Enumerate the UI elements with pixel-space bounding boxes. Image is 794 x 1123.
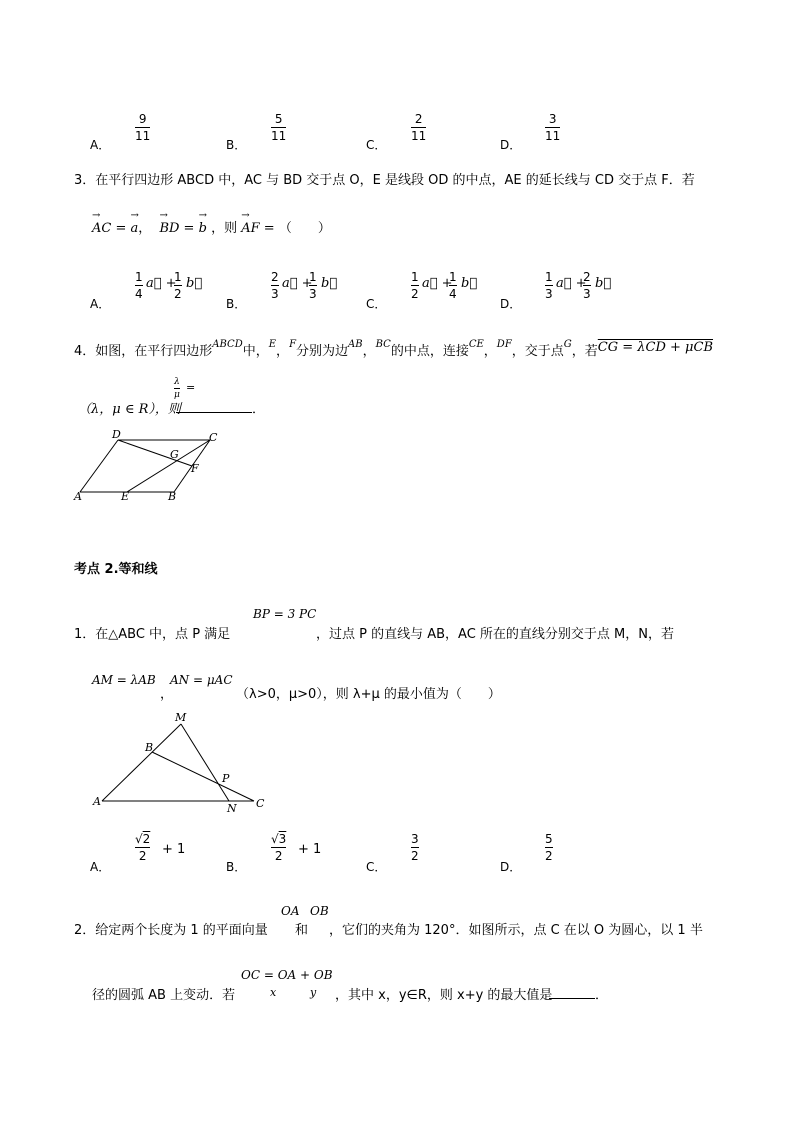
denominator: 3 <box>271 287 279 301</box>
q3-option-d-label: D． <box>500 297 522 311</box>
fraction <box>411 270 419 301</box>
text: ， <box>362 344 376 359</box>
q4-prefix: 4．如图，在平行四边形 <box>74 344 213 359</box>
text: 的中点，连接 <box>390 344 469 359</box>
fig-label-c: C <box>209 431 218 444</box>
section-heading: 考点 2.等和线 <box>74 562 158 577</box>
point-f: F <box>289 339 297 350</box>
text: ，若 <box>571 344 598 359</box>
numerator: 2 <box>271 270 279 284</box>
p1-option-d-label: D． <box>500 860 522 874</box>
fig-label-e: E <box>121 490 130 503</box>
fig-label-g: G <box>170 448 179 461</box>
numerator: 1 <box>309 270 317 284</box>
q3-option-c-label: C． <box>366 297 387 311</box>
text: ， <box>483 344 497 359</box>
p1-option-a-label: A． <box>90 860 111 874</box>
numerator: 9 <box>138 112 147 126</box>
p2-vector-ob: OB <box>310 904 329 918</box>
p1-option-b-suffix: + 1 <box>298 842 322 857</box>
fig-label-f: F <box>191 462 199 475</box>
vector-b: → b <box>199 221 207 236</box>
line-mn <box>181 724 229 801</box>
text: ，交于点 <box>511 344 564 359</box>
p2-answer-blank <box>549 986 595 999</box>
q2-option-c-fraction <box>411 112 426 143</box>
text: ， <box>276 344 290 359</box>
q4-equation: CG = λCD + μCB <box>597 340 714 355</box>
p2-stem-c: 径的圆弧 AB 上变动．若 <box>92 988 236 1003</box>
p1-am-equation: AM = λAB <box>92 673 156 687</box>
q2-option-b-label: B． <box>226 138 247 152</box>
denominator: 4 <box>449 287 457 301</box>
point-g: G <box>563 339 572 350</box>
sqrt-term: √3 <box>271 832 287 846</box>
q4-parallelogram-figure <box>70 428 230 504</box>
p1-an-equation: AN = μAC <box>170 673 233 687</box>
fraction <box>583 270 591 301</box>
numerator: 3 <box>548 112 557 126</box>
q4-eq: = <box>186 381 196 394</box>
q3-stem: 3．在平行四边形 ABCD 中，AC 与 BD 交于点 O，E 是线段 OD 的中点，AE 的延长线与 CD 交于点 F．若 <box>74 173 695 188</box>
denominator: μ <box>174 390 180 400</box>
q4-answer-blank <box>176 400 252 413</box>
vector-ac: → AC <box>92 221 111 236</box>
numerator: 2 <box>414 112 423 126</box>
numerator: 5 <box>545 832 553 846</box>
denominator: 3 <box>545 287 553 301</box>
vector-af: → AF <box>241 221 259 236</box>
denominator: 3 <box>309 287 317 301</box>
denominator: 11 <box>411 129 427 143</box>
numerator: 1 <box>411 270 419 284</box>
fig-label-c: C <box>256 797 265 810</box>
vector-a-term: a⃗ + <box>422 276 453 291</box>
fig-label-a: A <box>93 795 101 808</box>
vector-b-term: b⃗ <box>186 276 203 291</box>
side-da-line <box>80 440 118 492</box>
q3-condition: → AC = → a， → BD = → b ，则 → AF = （ ） <box>92 217 331 236</box>
q4-ratio <box>174 377 180 400</box>
q4-abcd: ABCD <box>212 339 243 350</box>
q4-cond: （λ，μ ∈ R），则 <box>78 402 181 417</box>
numerator: λ <box>174 377 180 387</box>
p1-option-a-fraction <box>135 832 150 863</box>
denominator: 2 <box>411 849 419 863</box>
fraction <box>309 270 317 301</box>
fig-label-a: A <box>74 490 82 503</box>
line-am <box>102 724 181 801</box>
sqrt-term: √2 <box>135 832 151 846</box>
p2-y-coef: y <box>310 986 317 999</box>
p2-stem-b: ，它们的夹角为 120°．如图所示，点 C 在以 O 为圆心，以 1 半 <box>329 923 703 938</box>
denominator: 3 <box>583 287 591 301</box>
denominator: 2 <box>545 849 553 863</box>
vector-a-term: a⃗ + <box>556 276 587 291</box>
fraction <box>545 270 553 301</box>
denominator: 2 <box>274 849 283 863</box>
p1-condition: （λ>0，μ>0），则 λ+μ 的最小值为（ ） <box>236 687 501 702</box>
fraction <box>174 270 182 301</box>
p2-x-coef: x <box>270 986 277 999</box>
q4-stem <box>74 340 713 359</box>
numerator: 1 <box>174 270 182 284</box>
q2-option-a-label: A． <box>90 138 111 152</box>
fig-label-p: P <box>222 772 230 785</box>
p1-bp-equation: BP = 3 PC <box>253 607 317 621</box>
vector-a-term: a⃗ + <box>146 276 177 291</box>
fraction <box>271 270 279 301</box>
p1-option-a-suffix: + 1 <box>162 842 186 857</box>
radicand: 3 <box>278 832 287 846</box>
denominator: 11 <box>545 129 561 143</box>
numerator: 5 <box>274 112 283 126</box>
numerator: 3 <box>411 832 419 846</box>
vector-bd: → BD <box>159 221 179 236</box>
q3-option-a-label: A． <box>90 297 111 311</box>
p1-option-c-fraction <box>411 832 419 863</box>
numerator: 1 <box>135 270 143 284</box>
p2-stem-a: 2．给定两个长度为 1 的平面向量 <box>74 923 268 938</box>
p2-end: ． <box>595 988 609 1003</box>
vector-b-term: b⃗ <box>595 276 612 291</box>
fraction <box>135 270 143 301</box>
fig-label-n: N <box>227 802 237 814</box>
q2-option-b-fraction <box>271 112 286 143</box>
p1-triangle-figure <box>88 710 278 814</box>
p2-he: 和 <box>295 923 309 938</box>
p1-option-b-fraction <box>271 832 286 863</box>
fig-label-b: B <box>145 741 154 754</box>
side-ab: AB <box>348 339 363 350</box>
denominator: 2 <box>174 287 182 301</box>
q2-option-d-label: D． <box>500 138 522 152</box>
text: 中， <box>242 344 269 359</box>
numerator: 1 <box>545 270 553 284</box>
text: 分别为边 <box>296 344 349 359</box>
q2-option-d-fraction <box>545 112 560 143</box>
segment-df: DF <box>496 339 512 350</box>
vector-b-term: b⃗ <box>321 276 338 291</box>
q2-option-a-fraction <box>135 112 150 143</box>
vector-a: → a <box>131 221 139 236</box>
segment-ce: CE <box>468 339 484 350</box>
vector-b-term: b⃗ <box>461 276 478 291</box>
numerator: 2 <box>583 270 591 284</box>
fig-label-m: M <box>175 711 187 724</box>
fig-label-b: B <box>168 490 177 503</box>
fig-label-d: D <box>112 428 121 441</box>
point-e: E <box>268 339 277 350</box>
p1-option-c-label: C． <box>366 860 387 874</box>
denominator: 11 <box>271 129 287 143</box>
side-bc: BC <box>375 339 391 350</box>
q2-option-c-label: C． <box>366 138 387 152</box>
numerator: 1 <box>449 270 457 284</box>
p2-stem-d: ，其中 x，y∈R，则 x+y 的最大值是 <box>335 988 553 1003</box>
radicand: 2 <box>142 832 151 846</box>
denominator: 11 <box>135 129 151 143</box>
p1-option-b-label: B． <box>226 860 247 874</box>
p2-vector-oa: OA <box>281 904 300 918</box>
segment-df-line <box>118 440 192 466</box>
p1-option-d-fraction <box>545 832 553 863</box>
fraction <box>449 270 457 301</box>
q4-end: ． <box>252 402 266 417</box>
answer-paren: （ ） <box>278 221 331 236</box>
p1-comma: ， <box>160 687 174 702</box>
denominator: 2 <box>411 287 419 301</box>
denominator: 4 <box>135 287 143 301</box>
q4-condition <box>78 398 181 417</box>
p2-oc-equation: OC = OA + OB <box>241 968 333 982</box>
vector-a-term: a⃗ + <box>282 276 313 291</box>
q3-option-b-label: B． <box>226 297 247 311</box>
p1-stem-a: 1．在△ABC 中，点 P 满足 <box>74 627 231 642</box>
denominator: 2 <box>138 849 147 863</box>
then-text: ，则 <box>211 221 238 236</box>
p1-stem-b: ，过点 P 的直线与 AB，AC 所在的直线分别交于点 M，N，若 <box>316 627 674 642</box>
